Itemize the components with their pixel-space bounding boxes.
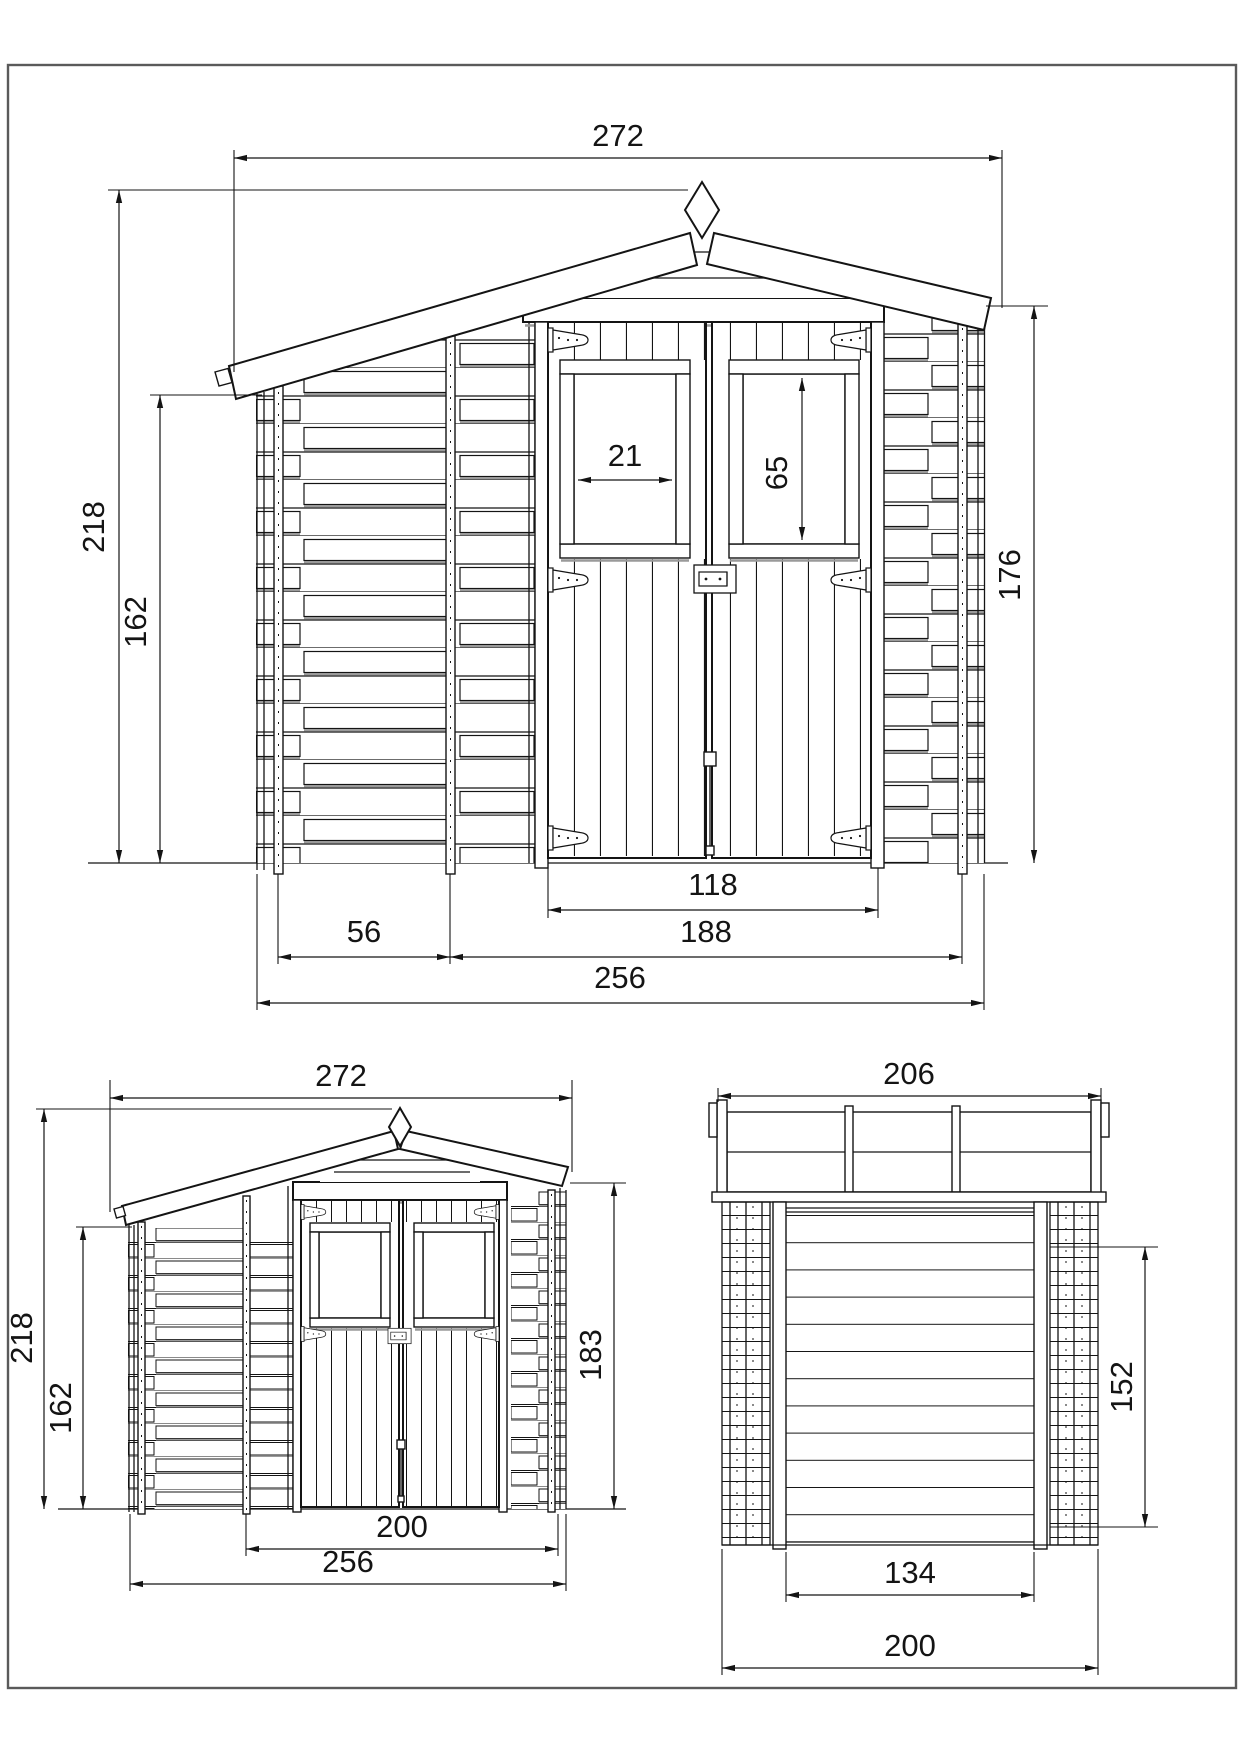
side-post — [1034, 1202, 1047, 1549]
door-header — [293, 1182, 507, 1200]
left-door-planks — [549, 559, 705, 856]
window-jamb — [485, 1232, 494, 1318]
roof-fascia-end-cap — [215, 369, 232, 387]
dim-base-width-label: 256 — [322, 1544, 374, 1579]
window-jamb — [845, 374, 859, 544]
wall-batten — [138, 1222, 145, 1514]
eave-strip — [712, 1192, 1106, 1202]
right-door-window — [729, 360, 859, 561]
window-jamb — [414, 1232, 423, 1318]
bargeboard — [717, 1100, 727, 1199]
window-jamb — [729, 374, 743, 544]
dim-base-depth-label: 200 — [884, 1628, 936, 1663]
side-post — [773, 1202, 786, 1549]
dim-window-width-label: 21 — [607, 438, 643, 473]
window-top-rail — [560, 360, 690, 374]
dim-roof-depth-label: 206 — [883, 1056, 935, 1091]
side-wall — [722, 1202, 1098, 1549]
window-jamb — [676, 374, 690, 544]
right-wall — [511, 1188, 566, 1512]
bargeboard-cap — [1101, 1103, 1109, 1137]
left-door-planks — [302, 1328, 398, 1506]
dim-roof-width-label: 272 — [315, 1058, 367, 1093]
dim-door-width-label: 118 — [688, 867, 738, 902]
window-jamb — [310, 1232, 319, 1318]
door-frame-post — [293, 1200, 301, 1512]
dim-roof-width-label: 272 — [592, 118, 644, 153]
window-top-rail — [310, 1223, 390, 1232]
right-wall — [884, 300, 985, 874]
roof-purlin — [845, 1106, 853, 1192]
left-door-window — [310, 1223, 390, 1330]
bargeboard-cap — [709, 1103, 717, 1137]
dim-window-height-label: 65 — [759, 455, 794, 491]
window-bottom-rail — [414, 1318, 494, 1327]
door-frame-post — [499, 1200, 507, 1512]
dim-eave-height-label: 162 — [43, 1382, 78, 1434]
door-assembly — [293, 1182, 507, 1512]
window-glass — [319, 1232, 381, 1318]
roof-side — [709, 1100, 1109, 1202]
door-frame-post — [871, 322, 884, 868]
window-bottom-rail — [729, 544, 859, 558]
right-door-window — [414, 1223, 494, 1330]
roof-fascia-end-cap — [114, 1207, 126, 1219]
window-jamb — [381, 1232, 390, 1318]
roof-purlin — [952, 1106, 960, 1192]
door-latch — [694, 565, 736, 593]
door-frame-post — [535, 322, 548, 868]
window-jamb — [560, 374, 574, 544]
dim-floor-depth-label: 134 — [884, 1555, 936, 1590]
dim-main-bay-label: 188 — [680, 914, 732, 949]
window-top-rail — [414, 1223, 494, 1232]
door-assembly — [523, 298, 884, 868]
left-wall — [256, 312, 535, 874]
dim-overall-height-label: 218 — [76, 501, 111, 553]
dim-left-bay-label: 56 — [346, 914, 382, 949]
wall-batten — [958, 300, 967, 874]
dim-eave-height-label: 162 — [118, 596, 153, 648]
window-top-rail — [729, 360, 859, 374]
window-glass — [423, 1232, 485, 1318]
right-door-planks — [713, 559, 870, 856]
dim-overall-height-label: 218 — [4, 1312, 39, 1364]
dim-base-width-label: 256 — [594, 960, 646, 995]
right-door-planks — [404, 1328, 498, 1506]
bargeboard — [1091, 1100, 1101, 1199]
side-planks — [786, 1202, 1034, 1542]
dim-wall-height-label: 152 — [1104, 1361, 1139, 1413]
window-bottom-rail — [560, 544, 690, 558]
door-latch — [388, 1328, 411, 1343]
dim-right-wall-height-label: 176 — [992, 549, 1027, 601]
dim-door-wall-height-label: 183 — [573, 1329, 608, 1381]
window-bottom-rail — [310, 1318, 390, 1327]
dim-floor-width-label: 200 — [376, 1509, 428, 1544]
left-wall — [128, 1184, 293, 1514]
door-header — [523, 298, 884, 322]
